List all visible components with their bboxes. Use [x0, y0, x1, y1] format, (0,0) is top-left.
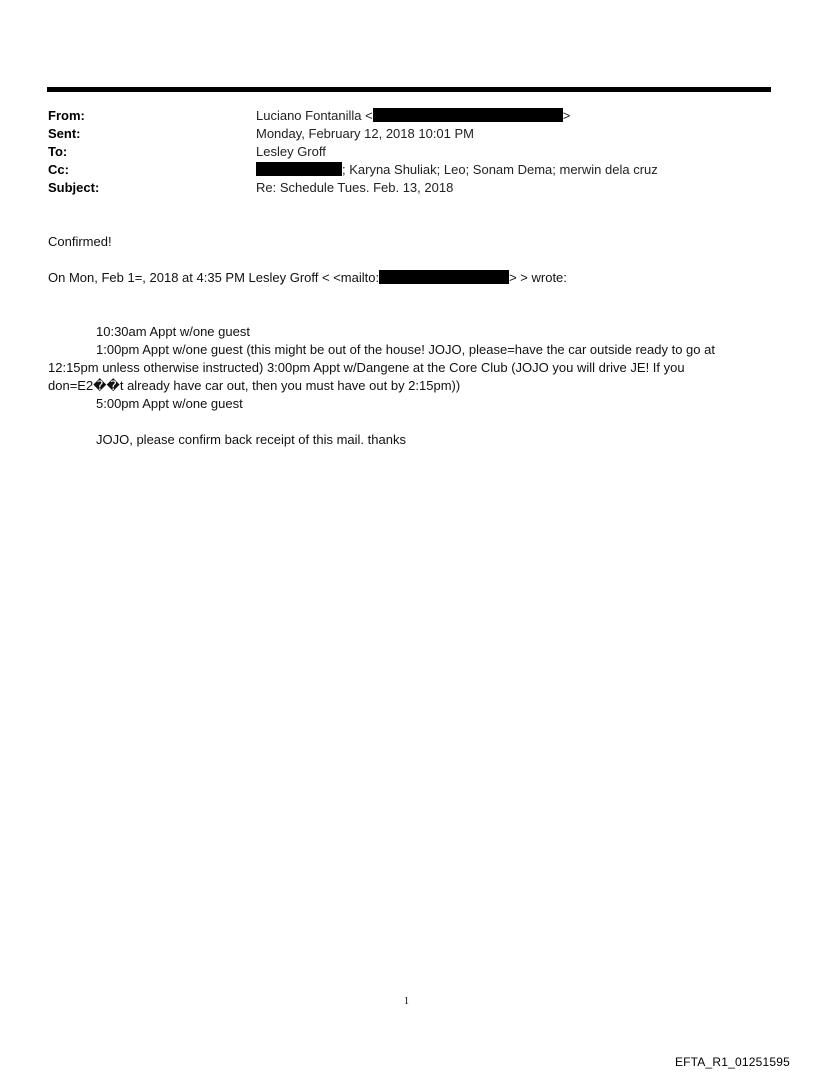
to-value: Lesley Groff — [256, 144, 326, 159]
schedule-line-3: 12:15pm unless otherwise instructed) 3:00pm Appt w/Dangene at the Core Club (JOJO you will drive JE! If you — [48, 360, 685, 375]
from-value — [256, 107, 570, 125]
redaction-bar — [379, 270, 509, 284]
confirm-request: JOJO, please confirm back receipt of this mail. thanks — [96, 432, 406, 447]
subject-label: Subject: — [48, 180, 100, 195]
sent-label: Sent: — [48, 126, 81, 141]
to-label: To: — [48, 144, 68, 159]
from-label: From: — [48, 108, 85, 123]
quote-intro-tail: > > wrote: — [509, 270, 567, 285]
sent-value: Monday, February 12, 2018 10:01 PM — [256, 126, 474, 141]
schedule-line-2: 1:00pm Appt w/one guest (this might be out of the house! JOJO, please=have the car outside ready to go at — [96, 342, 715, 357]
from-name: Luciano Fontanilla < — [256, 108, 373, 123]
greeting: Confirmed! — [48, 234, 112, 249]
cc-value — [256, 161, 658, 179]
from-close-bracket: > — [562, 108, 571, 123]
schedule-line-5: 5:00pm Appt w/one guest — [96, 396, 243, 411]
cc-label: Cc: — [48, 162, 69, 177]
schedule-line-4: don=E2��t already have car out, then you must have out by 2:15pm)) — [48, 378, 461, 393]
redaction-bar — [373, 108, 563, 122]
quote-intro — [48, 269, 567, 287]
document-id: EFTA_R1_01251595 — [674, 1055, 790, 1069]
subject-value: Re: Schedule Tues. Feb. 13, 2018 — [256, 180, 454, 195]
cc-recipients: ; Karyna Shuliak; Leo; Sonam Dema; merwin dela cruz — [342, 162, 658, 177]
quote-intro-text: On Mon, Feb 1=, 2018 at 4:35 PM Lesley Groff < <mailto: — [48, 270, 380, 285]
page-number: 1 — [404, 996, 409, 1007]
header-divider — [47, 87, 771, 92]
redaction-bar — [256, 162, 342, 176]
schedule-line-1: 10:30am Appt w/one guest — [96, 324, 250, 339]
